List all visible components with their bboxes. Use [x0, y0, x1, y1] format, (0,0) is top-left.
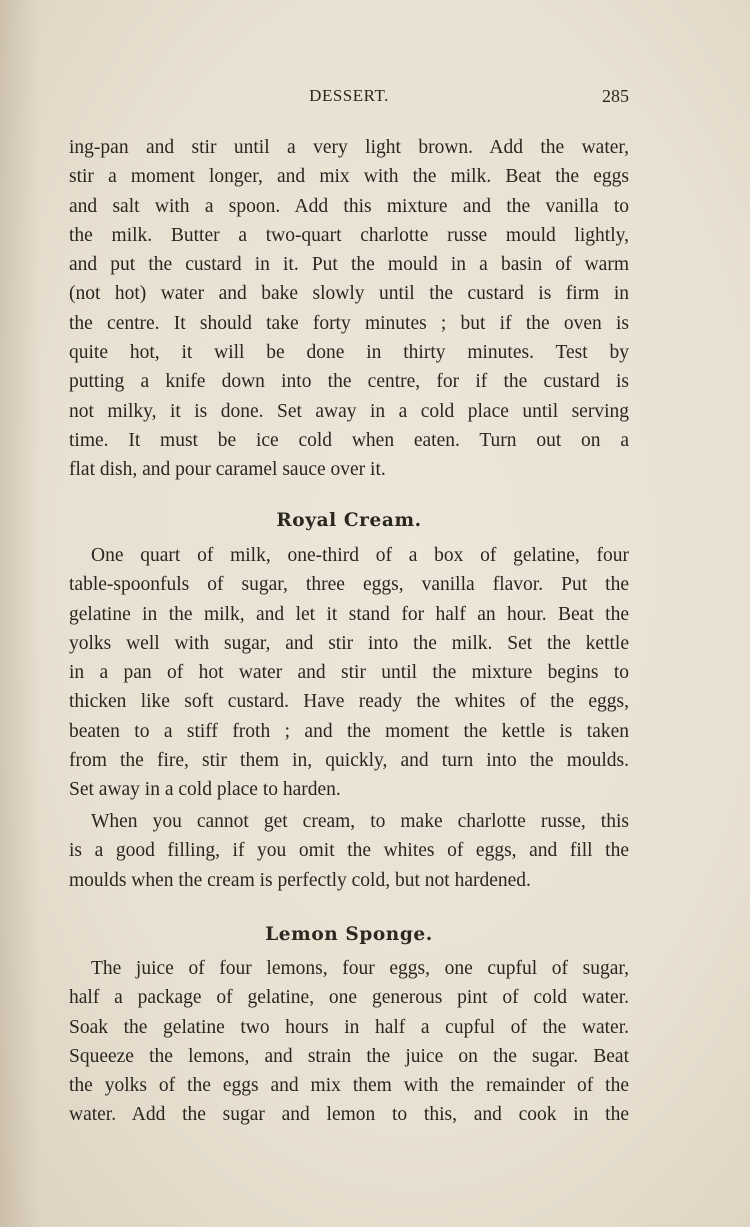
text-line: When you cannot get cream, to make charlotte russe, this	[91, 811, 629, 832]
recipe-heading-royal-cream: Royal Cream.	[276, 510, 422, 531]
text-line: moulds when the cream is perfectly cold, but not hardened.	[69, 869, 531, 891]
binding-shadow	[0, 0, 40, 1227]
text-line: Set away in a cold place to harden.	[69, 779, 341, 801]
section-title: DESSERT.	[309, 86, 389, 105]
text-line: water. Add the sugar and lemon to this, and cook in the	[69, 1104, 629, 1126]
text-line: Soak the gelatine two hours in half a cupful of the water.	[69, 1016, 629, 1038]
text-line: the centre. It should take forty minutes ; but if the oven is	[69, 312, 629, 334]
lemon-sponge-paragraph	[69, 954, 629, 1130]
text-line: yolks well with sugar, and stir into the milk. Set the kettle	[69, 632, 629, 654]
text-line: quite hot, it will be done in thirty minutes. Test by	[69, 342, 629, 364]
running-head	[69, 86, 629, 110]
text-line: and salt with a spoon. Add this mixture and the vanilla to	[69, 195, 629, 217]
text-line: (not hot) water and bake slowly until the custard is firm in	[69, 283, 629, 305]
text-line: flat dish, and pour caramel sauce over it.	[69, 459, 386, 481]
text-line: half a package of gelatine, one generous pint of cold water.	[69, 987, 629, 1009]
text-line: gelatine in the milk, and let it stand for half an hour. Beat the	[69, 603, 629, 625]
text-line: ing-pan and stir until a very light brown. Add the water,	[69, 137, 629, 158]
page-number: 285	[602, 86, 629, 106]
text-line: thicken like soft custard. Have ready the whites of the eggs,	[69, 691, 629, 713]
custard-continuation-paragraph	[69, 133, 629, 485]
text-line: beaten to a stiff froth ; and the moment the kettle is taken	[69, 720, 629, 742]
text-line: not milky, it is done. Set away in a cold place until serving	[69, 400, 629, 422]
recipe-heading-lemon-sponge: Lemon Sponge.	[265, 924, 433, 945]
text-line: time. It must be ice cold when eaten. Turn out on a	[69, 429, 629, 451]
text-line: The juice of four lemons, four eggs, one cupful of sugar,	[91, 958, 629, 979]
text-line: the yolks of the eggs and mix them with the remainder of the	[69, 1075, 629, 1097]
text-line: table-spoonfuls of sugar, three eggs, vanilla flavor. Put the	[69, 574, 629, 596]
text-line: putting a knife down into the centre, for if the custard is	[69, 371, 629, 393]
text-line: and put the custard in it. Put the mould in a basin of warm	[69, 254, 629, 276]
text-line: One quart of milk, one-third of a box of gelatine, four	[91, 545, 629, 566]
text-line: is a good filling, if you omit the whites of eggs, and fill the	[69, 840, 629, 862]
royal-cream-paragraph-2	[69, 807, 629, 895]
text-line: Squeeze the lemons, and strain the juice on the sugar. Beat	[69, 1045, 629, 1067]
text-line: the milk. Butter a two-quart charlotte russe mould lightly,	[69, 224, 629, 246]
text-line: from the fire, stir them in, quickly, and turn into the moulds.	[69, 750, 629, 772]
text-line: stir a moment longer, and mix with the milk. Beat the eggs	[69, 166, 629, 188]
text-line: in a pan of hot water and stir until the mixture begins to	[69, 662, 629, 684]
royal-cream-paragraph-1	[69, 541, 629, 805]
